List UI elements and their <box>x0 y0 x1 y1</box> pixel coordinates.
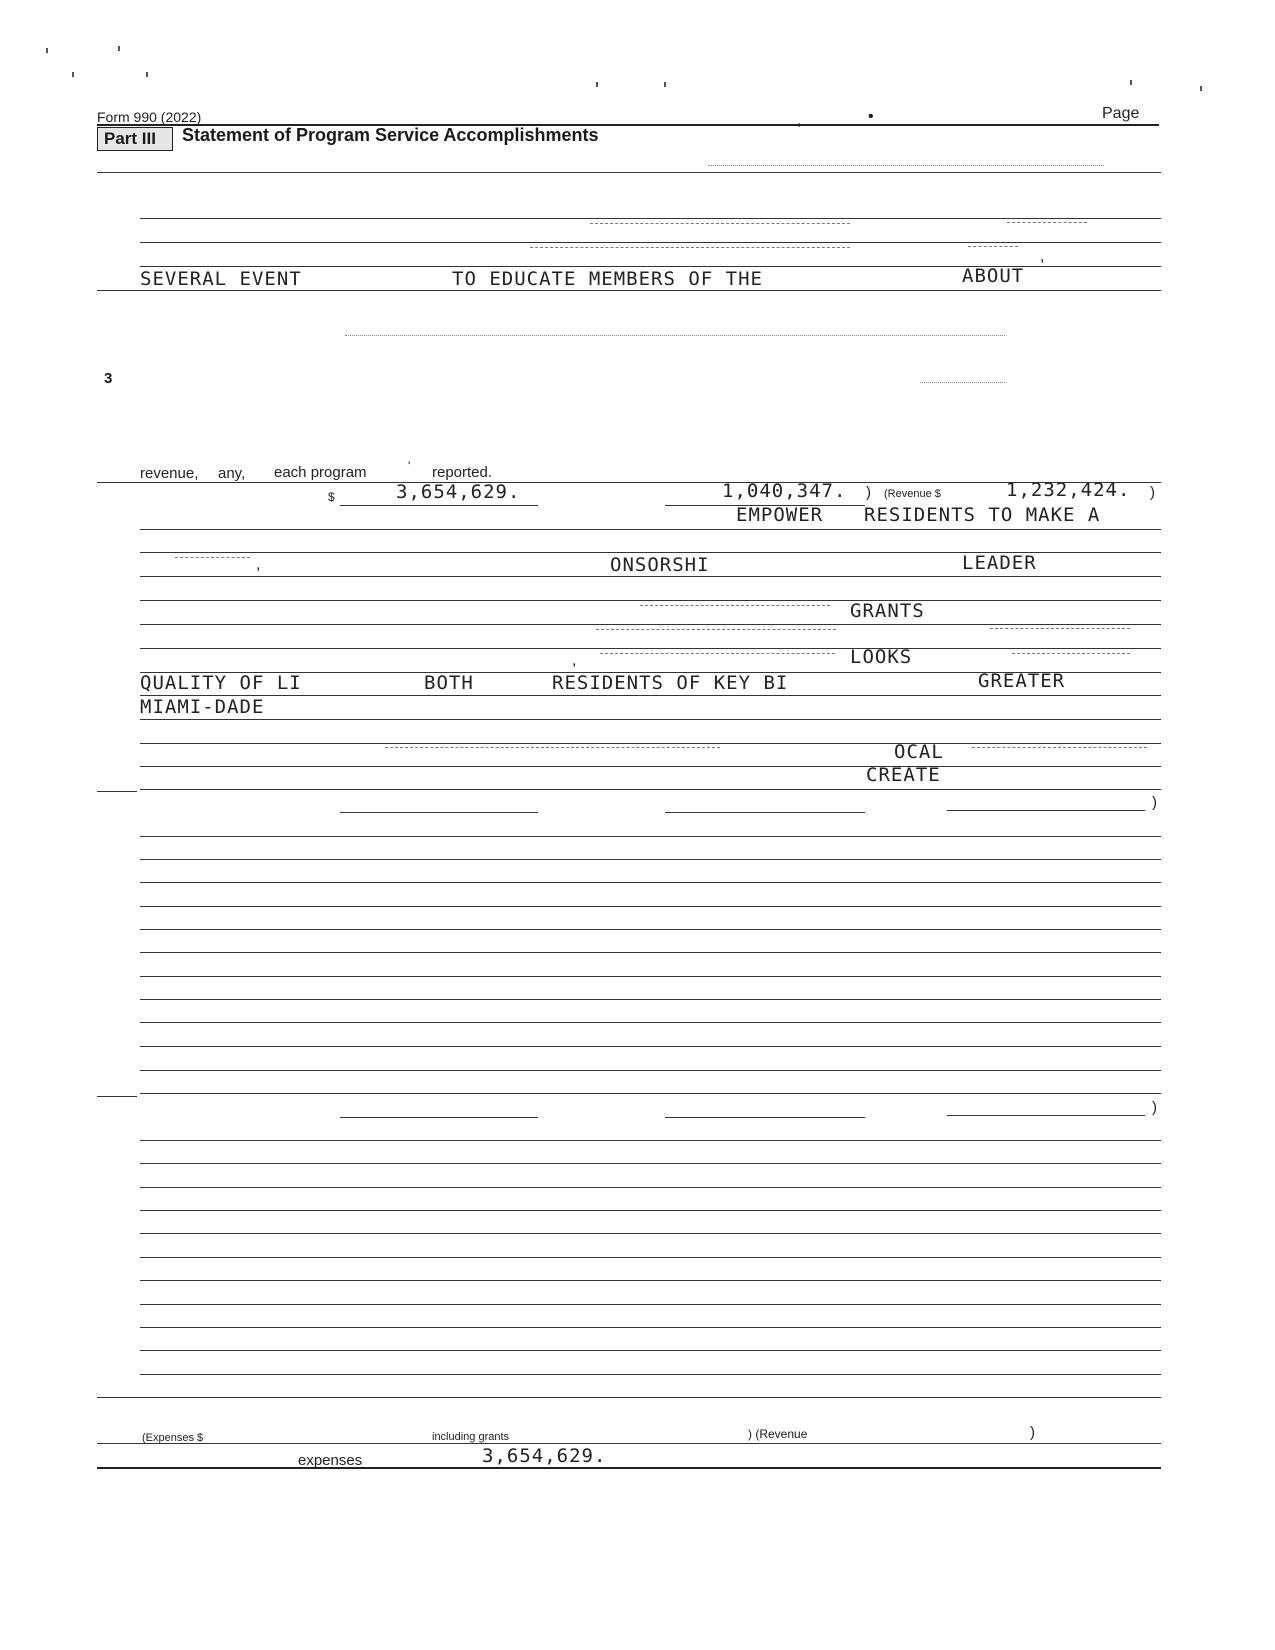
scan-mark: ' <box>408 459 411 473</box>
program-4a-desc: RESIDENTS OF KEY BI <box>552 672 789 694</box>
desc-rule <box>140 952 1161 953</box>
form-label: Form 990 (2022) <box>97 109 202 125</box>
close-paren: ) <box>1150 484 1155 501</box>
mission-rule <box>140 218 1161 219</box>
program-4a-desc: LOOKS <box>850 646 913 668</box>
dotted-fill <box>920 382 1005 383</box>
footer-rule <box>97 1467 1161 1469</box>
desc-rule <box>140 1163 1161 1164</box>
scan-speck <box>146 72 148 77</box>
scan-speck <box>1200 86 1202 91</box>
desc-rule <box>140 624 1161 625</box>
mission-text: ABOUT <box>962 265 1025 287</box>
program-4a-desc: LEADER <box>962 552 1037 574</box>
desc-rule <box>140 766 1161 767</box>
desc-rule <box>140 859 1161 860</box>
close-paren: ) <box>1030 1424 1035 1441</box>
faint-text-remnant <box>1012 653 1130 654</box>
amount-underline <box>340 812 538 813</box>
desc-rule <box>140 1022 1161 1023</box>
desc-rule <box>140 1070 1161 1071</box>
section-rule <box>97 482 1161 483</box>
scan-speck <box>46 48 48 53</box>
desc-rule <box>140 836 1161 837</box>
desc-rule <box>140 929 1161 930</box>
amount-underline <box>340 505 538 506</box>
program-4a-desc: ONSORSHI <box>610 554 710 576</box>
instruction-text: revenue, <box>140 465 199 482</box>
faint-text-remnant <box>530 247 850 248</box>
program-4a-desc: EMPOWER <box>736 504 824 526</box>
desc-rule <box>140 906 1161 907</box>
mission-text: SEVERAL EVENT <box>140 268 302 290</box>
expenses-label: (Expenses $ <box>142 1432 204 1444</box>
section-rule <box>97 1096 137 1097</box>
close-paren: ) <box>866 484 871 501</box>
desc-rule <box>140 1140 1161 1141</box>
revenue-label: ) (Revenue <box>748 1427 808 1441</box>
desc-rule <box>140 1280 1161 1281</box>
scan-mark: , <box>1040 248 1045 265</box>
program-4a-desc: CREATE <box>866 764 941 786</box>
desc-rule <box>140 789 1161 790</box>
scan-mark: , <box>572 652 577 669</box>
amount-underline <box>947 1115 1145 1116</box>
faint-text-remnant <box>596 629 836 630</box>
close-paren: ) <box>1152 794 1157 811</box>
page-label: Page <box>1102 105 1140 122</box>
part-badge-label: Part III <box>104 129 156 148</box>
scan-mark: , <box>797 112 802 129</box>
desc-rule <box>140 1374 1161 1375</box>
desc-rule <box>140 882 1161 883</box>
amount-underline <box>665 812 865 813</box>
faint-text-remnant <box>1007 222 1087 223</box>
amount-underline <box>340 1117 538 1118</box>
rule <box>97 172 1161 173</box>
dotted-fill <box>708 165 1104 166</box>
program-4a-desc: GREATER <box>978 670 1066 692</box>
desc-rule <box>140 1187 1161 1188</box>
program-4a-desc: GRANTS <box>850 600 925 622</box>
section-rule <box>97 791 137 792</box>
program-4a-expenses: 3,654,629. <box>396 481 521 503</box>
program-4a-grants: 1,040,347. <box>722 480 847 502</box>
desc-rule <box>140 529 1161 530</box>
instruction-text: any, <box>218 465 246 482</box>
scan-mark: • <box>868 108 874 125</box>
amount-underline <box>947 810 1145 811</box>
program-4a-desc: OCAL <box>894 741 944 763</box>
line-number-3: 3 <box>104 370 113 387</box>
section-rule <box>97 1397 1161 1398</box>
scan-speck <box>118 46 120 51</box>
mission-rule <box>140 242 1161 243</box>
desc-rule <box>140 1210 1161 1211</box>
amount-underline <box>665 1117 865 1118</box>
desc-rule <box>140 1304 1161 1305</box>
faint-text-remnant <box>175 557 250 558</box>
total-expenses-label: expenses <box>298 1452 363 1469</box>
scan-speck <box>596 82 598 87</box>
scan-speck <box>664 82 666 87</box>
dollar-sign: $ <box>328 490 335 504</box>
scan-speck <box>72 72 74 77</box>
desc-rule <box>140 719 1161 720</box>
program-4a-desc: BOTH <box>424 672 474 694</box>
program-4a-revenue: 1,232,424. <box>1006 479 1131 501</box>
instruction-text: reported. <box>432 464 493 481</box>
close-paren: ) <box>1152 1099 1157 1116</box>
desc-rule <box>140 976 1161 977</box>
desc-rule <box>140 1327 1161 1328</box>
program-4a-desc: QUALITY OF LI <box>140 672 302 694</box>
faint-text-remnant <box>590 223 850 224</box>
faint-text-remnant <box>600 653 835 654</box>
desc-rule <box>140 1046 1161 1047</box>
program-4a-desc: RESIDENTS TO MAKE A <box>864 504 1101 526</box>
including-grants-label: including grants <box>432 1431 510 1443</box>
dotted-fill <box>345 335 1005 336</box>
part-title: Statement of Program Service Accomplishments <box>182 125 599 145</box>
desc-rule <box>140 743 1161 744</box>
desc-rule <box>140 1233 1161 1234</box>
faint-text-remnant <box>990 628 1130 629</box>
desc-rule <box>140 695 1161 696</box>
section-rule <box>97 1443 1161 1444</box>
total-expenses-value: 3,654,629. <box>482 1445 607 1467</box>
part-badge <box>97 127 173 151</box>
scan-mark: , <box>256 556 261 573</box>
faint-text-remnant <box>385 747 720 748</box>
faint-text-remnant <box>968 246 1018 247</box>
revenue-label: (Revenue $ <box>884 488 941 500</box>
desc-rule <box>140 576 1161 577</box>
desc-rule <box>140 600 1161 601</box>
desc-rule <box>140 648 1161 649</box>
desc-rule <box>140 1093 1161 1094</box>
mission-rule <box>97 290 1161 291</box>
mission-text: TO EDUCATE MEMBERS OF THE <box>452 268 763 290</box>
scan-speck <box>1130 80 1132 85</box>
instruction-text: each program <box>274 464 367 481</box>
program-4a-desc: MIAMI-DADE <box>140 696 265 718</box>
desc-rule <box>140 1350 1161 1351</box>
desc-rule <box>140 999 1161 1000</box>
faint-text-remnant <box>972 747 1147 748</box>
desc-rule <box>140 1257 1161 1258</box>
faint-text-remnant <box>640 605 830 606</box>
